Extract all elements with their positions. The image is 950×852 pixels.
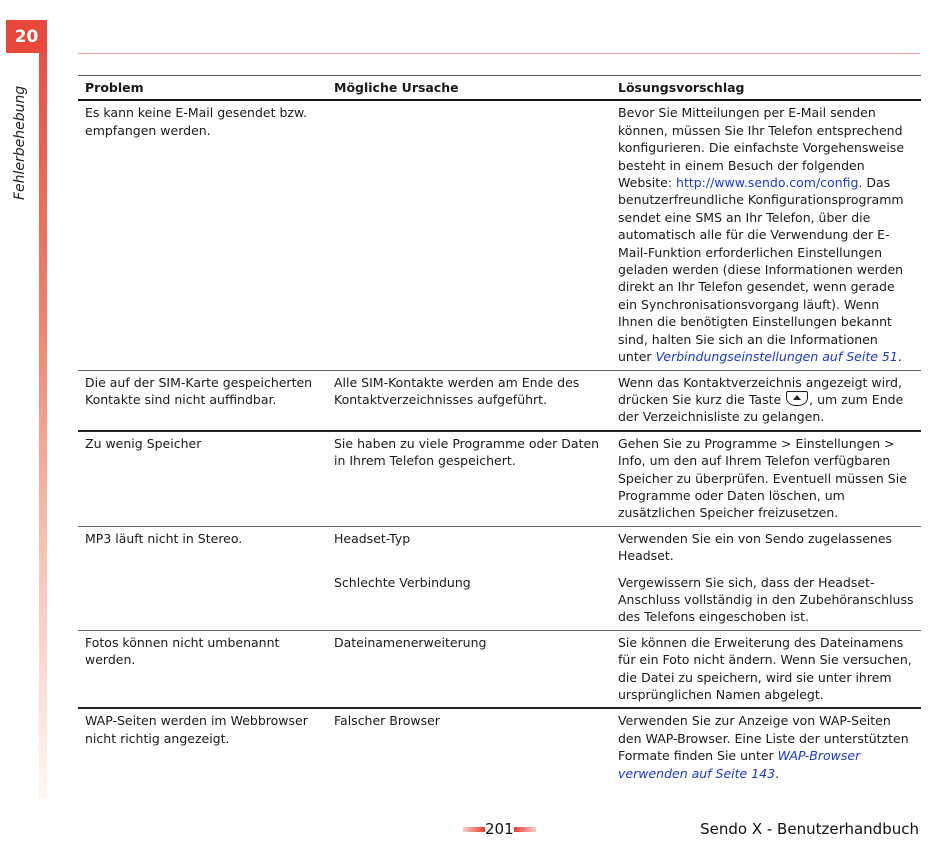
solution-cell: Vergewissern Sie sich, dass der Headset-Anschluss vollständig in den Zubehöranschluss des Telefons eingeschoben ist. (611, 571, 921, 631)
table-row (78, 526, 921, 570)
config-url-link[interactable]: http://www.sendo.com/config (676, 175, 859, 191)
table-row (78, 630, 921, 708)
solution-cell: Sie können die Erweiterung des Dateinamens für ein Foto nicht ändern. Wenn Sie versuchen, die Datei zu speichern, wird sie unter ihrem ursprünglichen Namen abgelegt. (611, 630, 921, 708)
up-key-icon (786, 391, 808, 406)
solution-cell: Gehen Sie zu Programme > Einstellungen > Info, um den auf Ihrem Telefon verfügbaren Speicher zu überprüfen. Eventuell müssen Sie Programme oder Daten löschen, um zusätzlichen Speicher freizusetzen. (611, 431, 921, 527)
table-row (78, 100, 921, 370)
page-number-text: 201 (485, 820, 514, 838)
solution-cell (611, 100, 921, 370)
solution-text: . (775, 765, 780, 781)
page-number (463, 820, 536, 838)
solution-text: , um zum Ende der Verzeichnisliste zu gelangen. (618, 391, 904, 425)
chapter-title: Fehlerbehebung (12, 85, 28, 200)
cause-cell: Alle SIM-Kontakte werden am Ende des Kontaktverzeichnisses aufgeführt. (327, 370, 611, 431)
troubleshooting-table (78, 75, 921, 786)
solution-text: . Das benutzerfreundliche Konfigurationsprogramm sendet eine SMS an Ihr Telefon, über die automatisch alle für die Verwendung der E-Mail-Funktion erforderlichen Einstellungen geladen werden (diese Informationen werden direkt an Ihr Telefon gesendet, wenn gerade ein Synchronisationsvorgang läuft). Wenn Ihnen die benötigten Einstellungen bekannt sind, halten Sie sich an die Informationen unter (618, 175, 904, 365)
table-row (78, 708, 921, 786)
table-row (78, 571, 921, 631)
cause-cell: Headset-Typ (334, 530, 411, 546)
column-header-solution: Lösungsvorschlag (611, 76, 921, 101)
wap-browser-link[interactable]: WAP-Browser verwenden auf Seite 143 (618, 748, 861, 781)
page-number-bar-left (463, 827, 485, 832)
cause-cell: Dateinamenerweiterung (327, 630, 611, 708)
table-row (78, 431, 921, 527)
chapter-number-badge (6, 20, 47, 53)
footer-book-title: Sendo X - Benutzerhandbuch (700, 820, 919, 838)
cause-cell: Falscher Browser (334, 713, 440, 729)
table-header-row (78, 76, 921, 101)
chapter-side-bar (39, 53, 47, 798)
problem-cell: Die auf der SIM-Karte gespeicherten Kontakte sind nicht auffindbar. (78, 370, 327, 431)
cause-cell (327, 100, 611, 370)
column-header-problem: Problem (78, 76, 327, 101)
solution-cell: Verwenden Sie ein von Sendo zugelassenes Headset. (618, 530, 893, 564)
connection-settings-link[interactable]: Verbindungseinstellungen auf Seite 51 (655, 349, 898, 365)
problem-cell-empty (78, 571, 327, 631)
solution-cell (611, 708, 921, 786)
header-rule (78, 53, 920, 54)
solution-text: Verwenden Sie zur Anzeige von WAP-Seiten den WAP-Browser. Eine Liste der unterstützten Formate finden Sie unter (618, 713, 909, 764)
solution-cell (611, 370, 921, 431)
solution-text: Wenn das Kontaktverzeichnis angezeigt wird, drücken Sie kurz die Taste (618, 374, 902, 407)
problem-cell: Fotos können nicht umbenannt werden. (78, 630, 327, 708)
chapter-number: 20 (14, 26, 39, 47)
solution-text: Bevor Sie Mitteilungen per E-Mail senden können, müssen Sie Ihr Telefon entsprechend konfigurieren. Die einfachste Vorgehensweise besteht in einem Besuch der folgenden Website: (618, 105, 905, 191)
cause-cell: Schlechte Verbindung (327, 571, 611, 631)
problem-cell: Zu wenig Speicher (78, 431, 327, 527)
table-row (78, 370, 921, 431)
page-number-bar-right (514, 827, 536, 832)
solution-text: . (897, 349, 902, 365)
cause-cell: Sie haben zu viele Programme oder Daten in Ihrem Telefon gespeichert. (327, 431, 611, 527)
problem-cell: MP3 läuft nicht in Stereo. (85, 530, 243, 546)
problem-cell: Es kann keine E-Mail gesendet bzw. empfangen werden. (78, 100, 327, 370)
problem-cell: WAP-Seiten werden im Webbrowser nicht richtig angezeigt. (85, 713, 308, 746)
column-header-cause: Mögliche Ursache (327, 76, 611, 101)
